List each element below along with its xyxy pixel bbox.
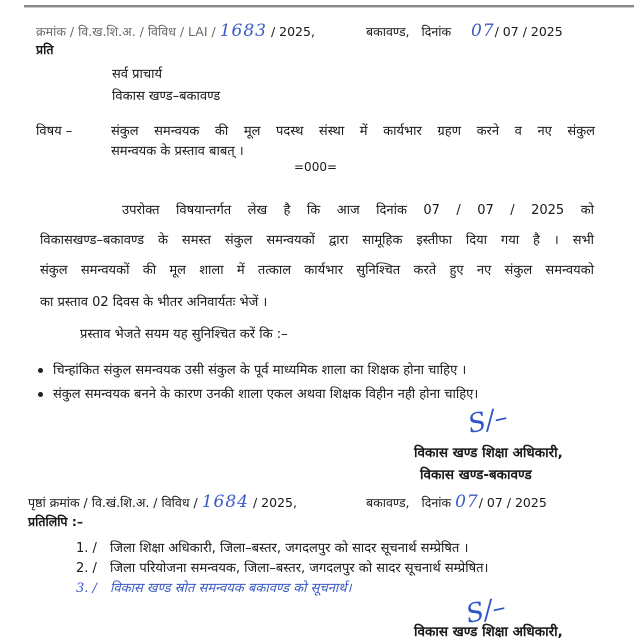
letter-reference-line bbox=[36, 23, 315, 40]
date-label: दिनांक bbox=[421, 24, 452, 39]
endorsement-reference-prefix: पृष्ठां क्रमांक / वि.खं.शि.अ. / विविध / bbox=[28, 495, 198, 510]
signature-mark-2: S/– bbox=[463, 592, 509, 630]
bullet-icon bbox=[38, 368, 43, 373]
letter-place-date bbox=[366, 23, 563, 40]
subject-line-2: समन्वयक के प्रस्ताव बाबत् । bbox=[111, 144, 244, 159]
copy-item-1 bbox=[76, 538, 468, 556]
endorsement-reference-line bbox=[28, 494, 297, 511]
endorsement-place: बकावण्ड, bbox=[366, 495, 410, 510]
top-border-rule bbox=[24, 5, 634, 8]
place: बकावण्ड, bbox=[366, 24, 410, 39]
copy-number: 3. / bbox=[76, 581, 97, 596]
bullet-text: संकुल समन्वयक बनने के कारण उनकी शाला एकल अथवा शिक्षक विहीन नही होना चाहिए। bbox=[53, 387, 479, 402]
bullet-item-1 bbox=[38, 360, 466, 378]
copy-number: 1. / bbox=[76, 541, 97, 556]
bullet-icon bbox=[38, 392, 43, 397]
copy-item-3-handwritten bbox=[76, 578, 352, 596]
reference-prefix: क्रमांक / वि.ख.शि.अ. / विविध / LAI / bbox=[36, 24, 216, 39]
subject-label: विषय – bbox=[36, 124, 73, 139]
endorsement-date-label: दिनांक bbox=[421, 495, 452, 510]
signatory-title-1: विकास खण्ड शिक्षा अधिकारी, bbox=[414, 445, 563, 461]
endorsement-date-day-handwritten: 07 bbox=[455, 492, 479, 512]
instruction-line: प्रस्ताव भेजते सयम यह सुनिश्चित करें कि :– bbox=[80, 327, 288, 342]
date-day-handwritten: 07 bbox=[470, 21, 495, 41]
copy-text: जिला परियोजना समन्वयक, जिला–बस्तर, जगदलपुर को सादर सूचनार्थ सम्प्रेषित। bbox=[110, 561, 489, 576]
bullet-item-2 bbox=[38, 384, 478, 402]
copy-number: 2. / bbox=[76, 561, 97, 576]
signature-mark-1: S/– bbox=[465, 402, 511, 440]
copy-label: प्रतिलिपि :– bbox=[28, 514, 84, 529]
endorsement-date-month-year: / 07 / 2025 bbox=[478, 495, 547, 510]
subject-line-1: संकुल समन्वयक की मूल पदस्थ संस्था में कार्यभार ग्रहण करने व नए संकुल bbox=[111, 124, 595, 139]
date-month-year: / 07 / 2025 bbox=[494, 24, 563, 39]
copy-item-2 bbox=[76, 558, 488, 576]
body-line-2: विकासखण्ड–बकावण्ड के समस्त संकुल समन्वयकों द्वारा सामूहिक इस्तीफा दिया गया है । सभी bbox=[40, 233, 594, 248]
endorsement-number-handwritten: 1684 bbox=[201, 492, 249, 512]
body-line-3: संकुल समन्वयकों की मूल शाला में तत्काल कार्यभार सुनिश्चित करते हुए नए संकुल समन्वयको bbox=[40, 263, 594, 278]
copy-text: जिला शिक्षा अधिकारी, जिला–बस्तर, जगदलपुर को सादर सूचनार्थ सम्प्रेषित । bbox=[110, 541, 469, 556]
recipient-prefix: प्रति bbox=[36, 42, 54, 57]
body-line-1: उपरोक्त विषयान्तर्गत लेख है कि आज दिनांक 07 / 07 / 2025 को bbox=[122, 203, 594, 218]
endorsement-place-date bbox=[366, 494, 547, 511]
bullet-text: चिन्हांकित संकुल समन्वयक उसी संकुल के पूर्व माध्यमिक शाला का शिक्षक होना चाहिए । bbox=[53, 363, 467, 378]
copy-text: विकास खण्ड स्रोत समन्वयक बकावण्ड को सूचनार्थ। bbox=[110, 581, 352, 596]
recipient-line-1: सर्व प्राचार्य bbox=[112, 67, 163, 82]
signatory-office-1: विकास खण्ड-बकावण्ड bbox=[420, 467, 532, 483]
reference-number-handwritten: 1683 bbox=[219, 21, 267, 41]
signatory-title-2: विकास खण्ड शिक्षा अधिकारी, bbox=[414, 624, 563, 640]
reference-year: / 2025, bbox=[270, 24, 315, 39]
endorsement-year: / 2025, bbox=[252, 495, 297, 510]
recipient-line-2: विकास खण्ड–बकावण्ड bbox=[112, 89, 221, 104]
body-line-4: का प्रस्ताव 02 दिवस के भीतर अनिवार्यतः भेजें । bbox=[40, 295, 268, 310]
separator: =000= bbox=[294, 160, 338, 174]
